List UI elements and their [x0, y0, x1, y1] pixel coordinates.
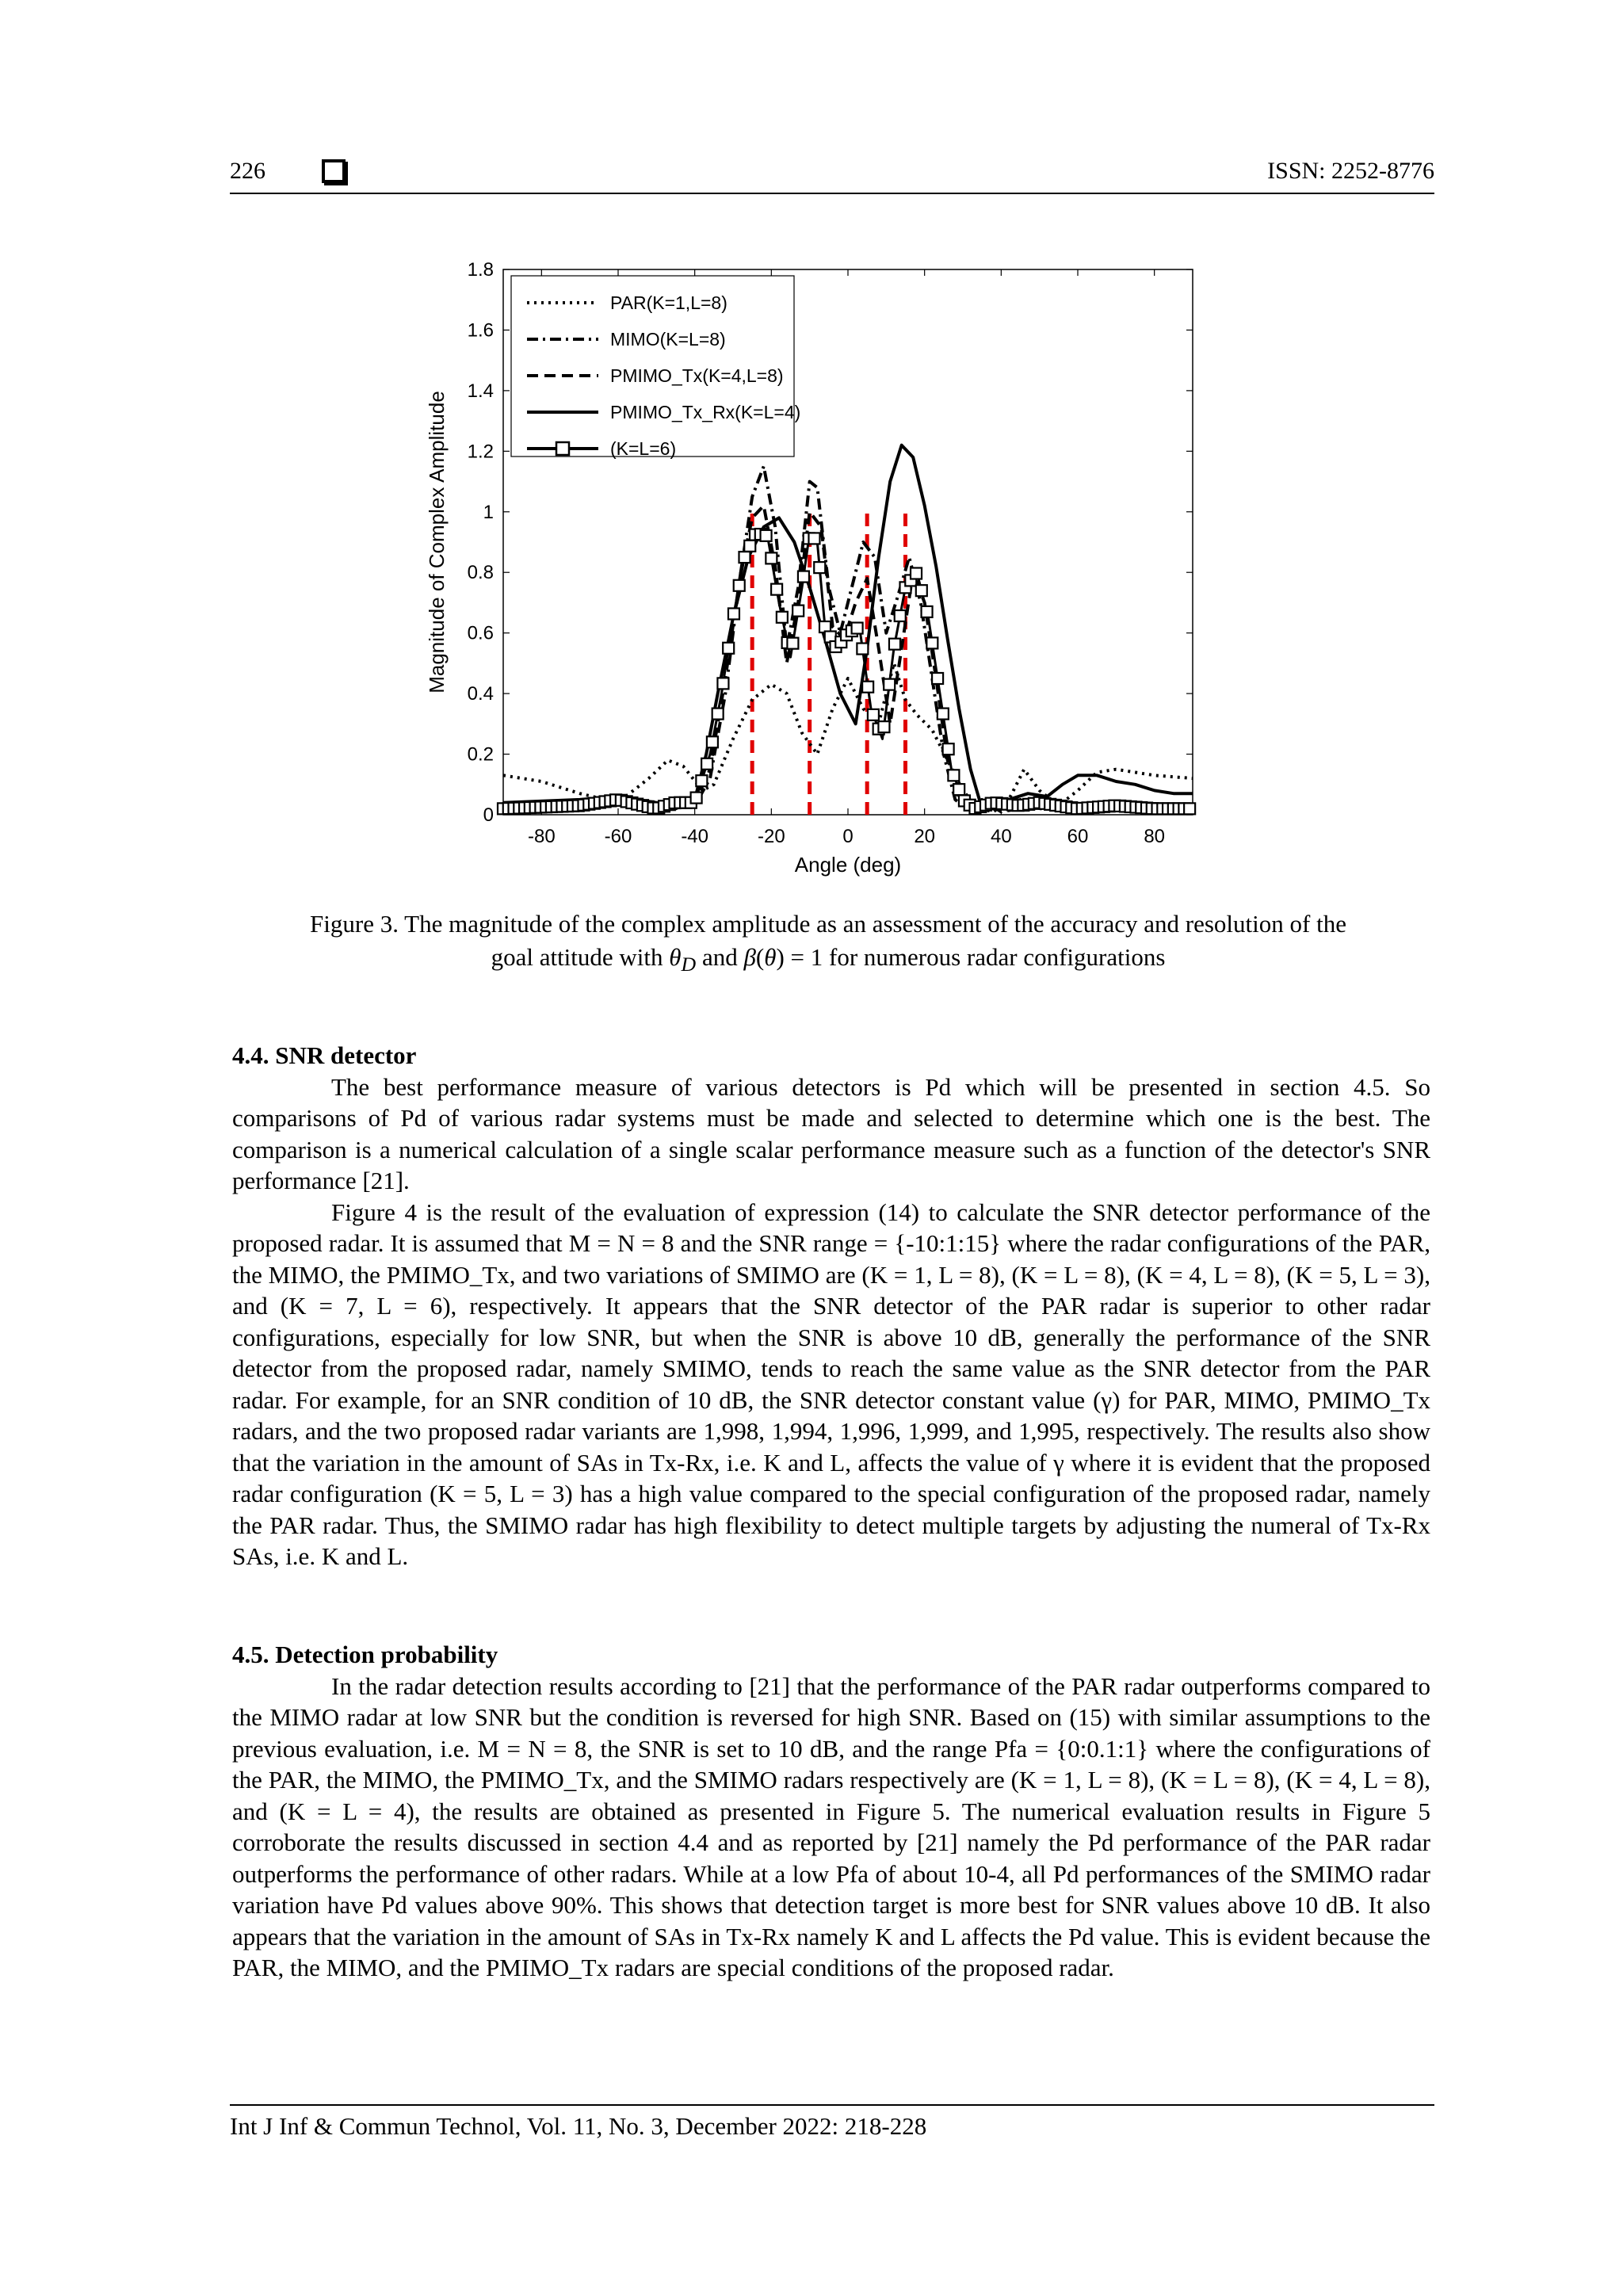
y-tick-label: 1.4 — [467, 380, 494, 402]
y-tick-label: 1.8 — [467, 259, 494, 281]
series-marker — [808, 533, 819, 544]
series-marker — [878, 721, 889, 732]
section-heading: 4.4. SNR detector — [232, 1041, 417, 1069]
y-tick-label: 0.2 — [467, 743, 494, 766]
series-marker — [761, 530, 772, 541]
legend-label: PAR(K=1,L=8) — [610, 292, 727, 313]
figure-caption — [238, 907, 1419, 981]
series-marker — [771, 584, 782, 595]
legend-label: MIMO(K=L=8) — [610, 329, 726, 350]
x-tick-label: 80 — [1144, 826, 1166, 847]
series-marker — [948, 770, 959, 781]
series-marker — [739, 552, 750, 563]
series-marker — [868, 709, 879, 720]
caption-line-1: Figure 3. The magnitude of the complex amplitude as an assessment of the accuracy and resolution of the — [310, 910, 1346, 938]
paragraph: Figure 4 is the result of the evaluation of expression (14) to calculate the SNR detector performance of the proposed radar. It is assumed that M = N = 8 and the SNR range = {-10:1:15} where the radar configurations of the PAR, the MIMO, the PMIMO_Tx, and two variations of SMIMO are (K = 1, L = 8), (K = L = 8), (K = 4, L = 8), (K = 5, L = 3), and (K = 7, L = 6), respectively. It appears that the SNR detector of the PAR radar is superior to other radar configurations, especially for low SNR, but when the SNR is above 10 dB, generally the performance of the SNR detector from the proposed radar, namely SMIMO, tends to reach the same value as the SNR detector from the PAR radar. For example, for an SNR condition of 10 dB, the SNR detector constant value (γ) for PAR, MIMO, PMIMO_Tx radars, and the two proposed radar variants are 1,998, 1,994, 1,996, 1,999, and 1,995, respectively. The results also show that the variation in the amount of SAs in Tx-Rx, i.e. K and L, affects the value of γ where it is evident that the proposed radar configuration (K = 5, L = 3) has a high value compared to the special configuration of the proposed radar, namely the PAR radar. Thus, the SMIMO radar has high flexibility to detect multiple targets by adjusting the numeral of Tx-Rx SAs, i.e. K and L. — [232, 1198, 1430, 1570]
series-marker — [884, 679, 895, 690]
series-marker — [691, 793, 702, 804]
series-marker — [744, 541, 755, 552]
checkbox-square-icon — [322, 159, 346, 183]
legend-label: PMIMO_Tx(K=4,L=8) — [610, 365, 784, 386]
y-tick-label: 0 — [483, 804, 494, 826]
x-tick-label: 40 — [990, 826, 1012, 847]
section-4-4 — [232, 1040, 1430, 1572]
x-tick-label: 0 — [842, 826, 854, 847]
y-tick-label: 0.6 — [467, 622, 494, 644]
page-header — [230, 155, 1434, 194]
series-marker — [814, 562, 825, 573]
series-marker — [862, 682, 873, 693]
series-marker — [717, 678, 728, 689]
series-marker — [777, 612, 788, 623]
series-marker — [926, 637, 938, 648]
y-axis-label: Magnitude of Complex Amplitude — [425, 391, 449, 693]
paragraph: In the radar detection results according to [21] that the performance of the PAR radar outperforms compared to the MIMO radar at low SNR but the condition is reversed for high SNR. Based on (15) with similar assumptions to the previous evaluation, i.e. M = N = 8, the SNR is set to 10 dB, and the range Pfa = {0:0.1:1} where the configurations of the PAR, the MIMO, the PMIMO_Tx, and the SMIMO radars respectively are (K = 1, L = 8), (K = L = 8), (K = 4, L = 8), and (K = L = 4), the results are obtained as presented in Figure 5. The numerical evaluation results in Figure 5 corroborate the results discussed in section 4.4 and as reported by [21] namely the Pd performance of the PAR radar outperforms the performance of other radars. While at a low Pfa of about 10-4, all Pd performances of the SMIMO radar variation have Pd values above 90%. This shows that detection target is more best for SNR values above 10 dB. It also appears that the variation in the amount of SAs in Tx-Rx namely K and L affects the Pd value. This is evident because the PAR, the MIMO, and the PMIMO_Tx radars are special conditions of the proposed radar. — [232, 1671, 1430, 1981]
series-marker — [938, 709, 949, 720]
paragraph: The best performance measure of various detectors is Pd which will be presented in section 4.5. So comparisons of Pd of various radar systems must be made and selected to determine which one is the best. The comparison is a numerical calculation of a single scalar performance measure such as a function of the detector's SNR performance [21]. — [232, 1072, 1430, 1194]
x-axis-label: Angle (deg) — [794, 853, 902, 877]
section-heading: 4.5. Detection probability — [232, 1641, 498, 1668]
section-4-5 — [232, 1639, 1430, 1984]
series-line — [503, 533, 1193, 809]
x-tick-label: -20 — [757, 826, 785, 847]
series-marker — [723, 643, 734, 654]
page-footer: Int J Inf & Commun Technol, Vol. 11, No. 3, December 2022: 218-228 — [230, 2104, 1434, 2141]
series-marker — [707, 736, 718, 747]
legend-marker — [556, 442, 569, 455]
series-line — [503, 506, 1193, 812]
series-marker — [701, 758, 712, 770]
y-tick-label: 1.6 — [467, 319, 494, 342]
page-number: 226 — [230, 158, 265, 184]
series-line — [503, 663, 1193, 812]
series-marker — [889, 639, 900, 650]
series-marker — [857, 644, 868, 655]
issn: ISSN: 2252-8776 — [1267, 158, 1434, 184]
figure-3-chart — [420, 254, 1220, 888]
caption-line-2: goal attitude with $\theta_D$ and β(θ) = 1 for numerous radar configurations — [491, 943, 1166, 976]
series-marker — [1184, 803, 1195, 814]
x-tick-label: -60 — [604, 826, 632, 847]
series-marker — [792, 606, 804, 617]
x-tick-label: -40 — [681, 826, 709, 847]
y-tick-label: 0.4 — [467, 683, 494, 705]
series-marker — [766, 552, 777, 563]
y-tick-label: 1.2 — [467, 441, 494, 463]
series-marker — [787, 638, 798, 649]
y-tick-label: 0.8 — [467, 562, 494, 584]
series-marker — [953, 784, 964, 795]
series-marker — [734, 580, 745, 591]
series-marker — [712, 709, 724, 720]
series-marker — [728, 608, 739, 619]
series-marker — [798, 571, 809, 583]
y-tick-label: 1 — [483, 501, 494, 523]
series-marker — [911, 567, 922, 579]
legend-label: PMIMO_Tx_Rx(K=L=4) — [610, 402, 801, 422]
series-marker — [696, 775, 707, 786]
x-tick-label: -80 — [527, 826, 556, 847]
legend-label: (K=L=6) — [610, 438, 677, 459]
x-tick-label: 20 — [914, 826, 936, 847]
series-marker — [943, 743, 954, 755]
series-marker — [895, 610, 906, 621]
series-marker — [916, 585, 927, 596]
x-tick-label: 60 — [1067, 826, 1089, 847]
series-marker — [922, 606, 933, 617]
series-marker — [932, 673, 943, 684]
series-marker — [852, 623, 863, 634]
